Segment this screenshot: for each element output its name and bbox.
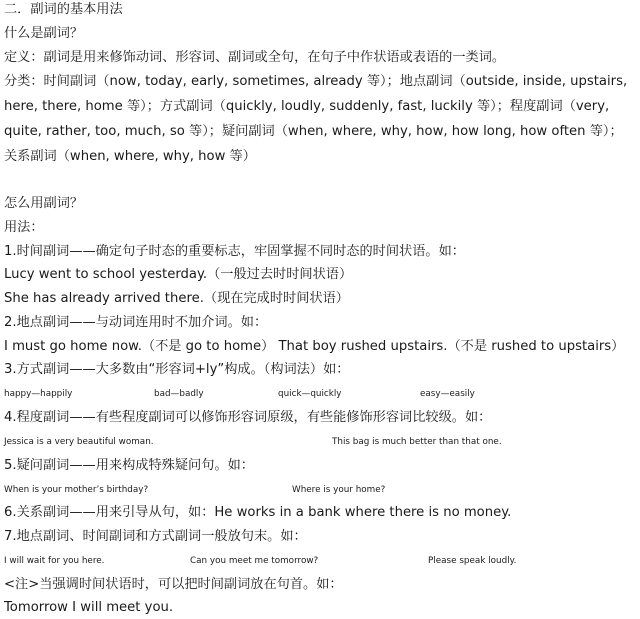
classification-line-1: 分类：时间副词（now, today, early, sometimes, already 等）；地点副词（outside, inside, upstairs,: [4, 74, 628, 89]
definition-text: 定义：副词是用来修饰动词、形容词、副词或全句，在句子中作状语或表语的一类词。: [4, 50, 506, 65]
example-happily: happy—happily: [4, 389, 73, 399]
rule-3: 3.方式副词——大多数由“形容词+ly”构成。（构词法）如：: [4, 362, 350, 377]
rule-7-examples: [4, 552, 638, 570]
rule-7: 7.地点副词、时间副词和方式副词一般放句末。如：: [4, 529, 307, 544]
rule-4-examples: [4, 433, 638, 451]
example-birthday: When is your mother’s birthday?: [4, 485, 149, 495]
rule-5-examples: [4, 481, 638, 499]
note-text: <注>当强调时间状语时，可以把时间副词放在句首。如：: [4, 577, 343, 592]
classification-line-4: 关系副词（when, where, why, how 等）: [4, 149, 256, 164]
example-quickly: quick—quickly: [278, 389, 342, 399]
note-example: Tomorrow I will meet you.: [4, 600, 174, 615]
usage-label: 用法：: [4, 220, 44, 235]
rule-2-example: I must go home now.（不是 go to home） That boy rushed upstairs.（不是 rushed to upstairs）: [4, 339, 625, 354]
rule-6: 6.关系副词——用来引导从句，如：He works in a bank where there is no money.: [4, 505, 512, 520]
rule-1-example-2: She has already arrived there.（现在完成时时间状语）: [4, 291, 349, 306]
example-home: Where is your home?: [292, 485, 386, 495]
section-title: 二．副词的基本用法: [4, 2, 123, 17]
rule-5: 5.疑问副词——用来构成特殊疑问句。如：: [4, 458, 254, 473]
example-wait-here: I will wait for you here.: [4, 556, 105, 566]
example-speak-loudly: Please speak loudly.: [428, 556, 517, 566]
how-to-use-heading: 怎么用副词？: [4, 196, 84, 211]
rule-3-examples: [4, 385, 638, 403]
example-easily: easy—easily: [420, 389, 475, 399]
example-beautiful-woman: Jessica is a very beautiful woman.: [4, 437, 154, 447]
rule-1: 1.时间副词——确定句子时态的重要标志，牢固掌握不同时态的时间状语。如：: [4, 244, 465, 259]
classification-line-3: quite, rather, too, much, so 等）；疑问副词（when, where, why, how, how long, how often 等）；: [4, 124, 623, 139]
classification-line-2: here, there, home 等）；方式副词（quickly, loudly, suddenly, fast, luckily 等）；程度副词（very,: [4, 99, 610, 114]
what-is-adverb-heading: 什么是副词？: [4, 26, 84, 41]
example-meet-tomorrow: Can you meet me tomorrow?: [190, 556, 319, 566]
example-badly: bad—badly: [154, 389, 204, 399]
example-much-better: This bag is much better than that one.: [332, 437, 502, 447]
rule-4: 4.程度副词——有些程度副词可以修饰形容词原级，有些能修饰形容词比较级。如：: [4, 410, 492, 425]
rule-2: 2.地点副词——与动词连用时不加介词。如：: [4, 315, 268, 330]
rule-1-example-1: Lucy went to school yesterday.（一般过去时时间状语）: [4, 267, 353, 282]
